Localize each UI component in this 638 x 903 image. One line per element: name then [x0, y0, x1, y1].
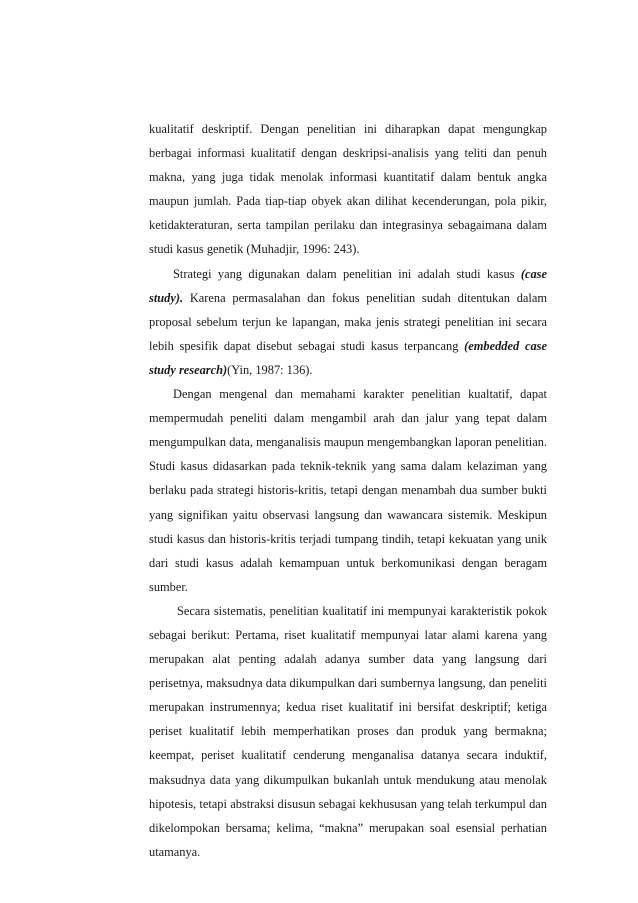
- paragraph-4: [149, 599, 547, 864]
- paragraph-1: [149, 117, 547, 262]
- paragraph-2-text-a: Strategi yang digunakan dalam penelitian ini adalah studi kasus: [173, 266, 521, 281]
- paragraph-3: [149, 382, 547, 599]
- paragraph-3-text: Dengan mengenal dan memahami karakter penelitian kualtatif, dapat mempermudah peneliti dalam mengambil arah dan jalur yang tepat dalam mengumpulkan data, menganalisis maupun mengembangkan laporan penelitian. Studi kasus didasarkan pada teknik-teknik yang sama dalam kelaziman yang berlaku pada strategi historis-kritis, tetapi dengan menambah dua sumber bukti yang signifikan yaitu observasi langsung dan wawancara sistemik. Meskipun studi kasus dan historis-kritis terjadi tumpang tindih, tetapi kekuatan yang unik dari studi kasus adalah kemampuan untuk berkomunikasi dengan beragam sumber.: [149, 387, 547, 594]
- paragraph-1-text: kualitatif deskriptif. Dengan penelitian ini diharapkan dapat mengungkap berbagai informasi kualitatif dengan deskripsi-analisis yang teliti dan penuh makna, yang juga tidak menolak informasi kuantitatif dalam bentuk angka maupun jumlah. Pada tiap-tiap obyek akan dilihat kecenderungan, pola pikir, ketidakteraturan, serta tampilan perilaku dan integrasinya sebagaimana dalam studi kasus genetik (Muhadjir, 1996: 243).: [149, 122, 547, 257]
- term-case-study: (case study).: [149, 266, 547, 305]
- paragraph-2: [149, 262, 547, 382]
- paragraph-2-citation: (Yin, 1987: 136).: [227, 362, 313, 377]
- paragraph-4-text: Secara sistematis, penelitian kualitatif ini mempunyai karakteristik pokok sebagai berikut: Pertama, riset kualitatif mempunyai latar alami karena yang merupakan alat penting adalah adanya sumber data yang langsung dari perisetnya, maksudnya data dikumpulkan dari sumbernya langsung, dan peneliti merupakan instrumennya; kedua riset kualitatif ini bersifat deskriptif; ketiga periset kualitatif lebih memperhatikan proses dan produk yang bermakna; keempat, periset kualitatif cenderung menganalisa datanya secara induktif, maksudnya data yang dikumpulkan bukanlah untuk mendukung atau menolak hipotesis, tetapi abstraksi disusun sebagai kekhususan yang telah terkumpul dan dikelompokan bersama; kelima, “makna” merupakan soal esensial perhatian utamanya.: [149, 603, 547, 859]
- term-embedded-case-study: (embedded case study research): [149, 338, 547, 377]
- paragraph-2-text-b: Karena permasalahan dan fokus penelitian sudah ditentukan dalam proposal sebelum terjun ke lapangan, maka jenis strategi penelitian ini secara lebih spesifik dapat disebut sebagai studi kasus terpancang: [149, 290, 547, 353]
- body-text: [149, 117, 547, 864]
